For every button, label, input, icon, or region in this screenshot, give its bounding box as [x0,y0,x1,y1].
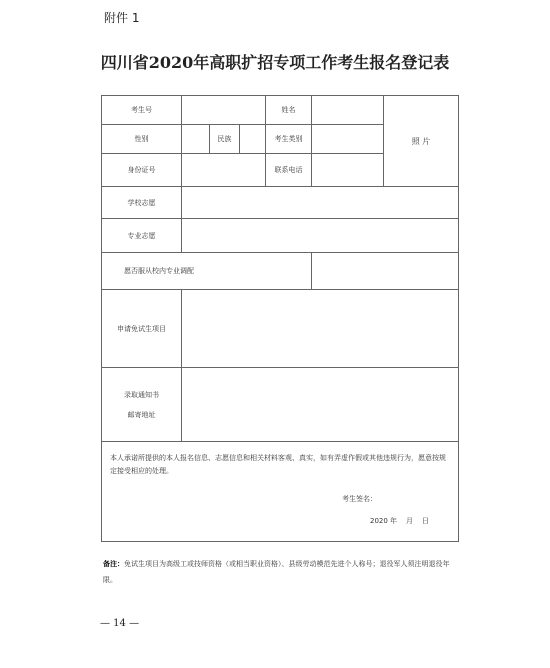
exam-exemption-label: 申请免试生项目 [102,290,182,368]
exam-exemption-field[interactable] [182,290,459,368]
candidate-type-label: 考生类别 [266,125,312,154]
admission-notice-label: 录取通知书 [124,390,159,399]
date-label: 2020 年 月 日 [370,517,429,525]
phone-label: 联系电话 [266,154,312,187]
major-choice-label: 专业志愿 [102,219,182,253]
page-title: 四川省2020年高职扩招专项工作考生报名登记表 [100,53,450,72]
exam-no-label: 考生号 [102,96,182,125]
mailing-address-label: 邮寄地址 [127,410,156,419]
accept-transfer-field[interactable] [312,253,459,290]
candidate-type-field[interactable] [312,125,384,154]
signature-label: 考生签名： [342,495,377,503]
name-field[interactable] [312,96,384,125]
ethnicity-label: 民族 [210,125,240,154]
page-number: — 14 — [100,618,140,629]
photo-box[interactable]: 照 片 [384,96,459,187]
mailing-address-field[interactable] [182,368,459,442]
registration-form [101,95,459,542]
gender-label: 性别 [102,125,182,154]
notes-text: 免试生项目为高级工或技师资格（或相当职业资格）、县级劳动模范先进个人称号；退役军人须注明退役年限。 [103,560,450,584]
admission-notice-address-label [102,368,182,442]
notes [103,556,458,588]
id-number-field[interactable] [182,154,266,187]
pledge-text: 本人承诺所提供的本人报名信息、志愿信息和相关材料客观、真实，如有弄虚作假或其他违规行为，愿意按规定接受相应的处理。 [110,454,446,475]
notes-label: 备注： [103,560,124,568]
major-choice-field[interactable] [182,219,459,253]
exam-no-field[interactable] [182,96,266,125]
attachment-label: 附件 1 [104,11,140,25]
name-label: 姓名 [266,96,312,125]
ethnicity-field[interactable] [240,125,266,154]
id-number-label: 身份证号 [102,154,182,187]
phone-field[interactable] [312,154,384,187]
school-choice-label: 学校志愿 [102,187,182,219]
school-choice-field[interactable] [182,187,459,219]
pledge-box [102,442,459,542]
accept-transfer-label: 愿否服从校内专业调配 [102,253,312,290]
gender-field[interactable] [182,125,210,154]
